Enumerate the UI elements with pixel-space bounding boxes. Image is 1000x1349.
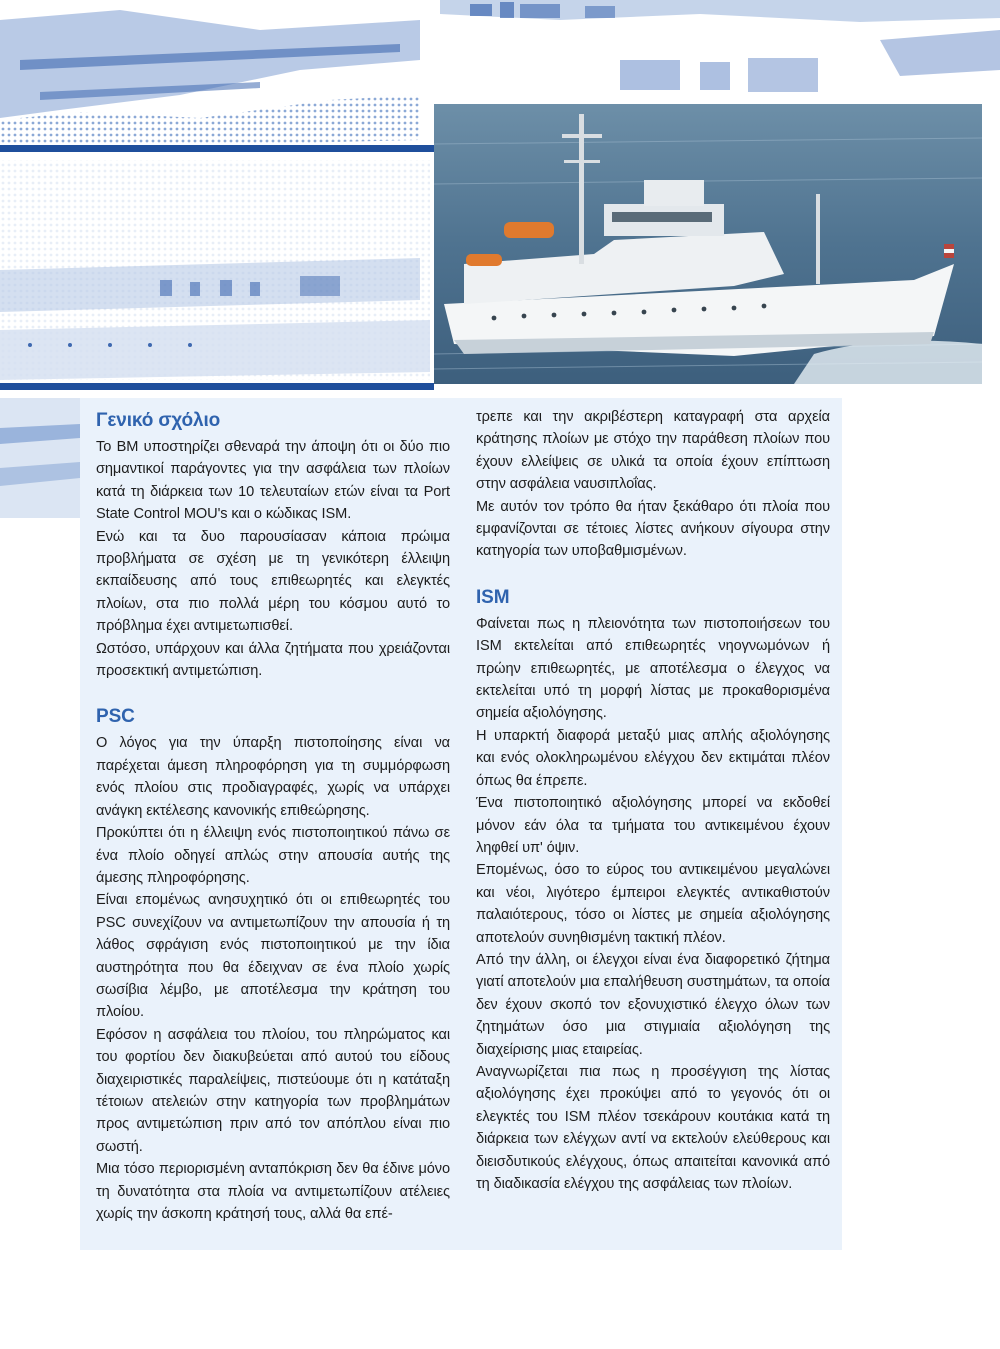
section-heading: Γενικό σχόλιο	[96, 410, 221, 431]
section-psc	[96, 704, 450, 1225]
section-heading: PSC	[96, 706, 135, 728]
paragraph: Ωστόσο, υπάρχουν και άλλα ζητήματα που χρειάζονται προσεκτική αντιμετώπιση.	[96, 640, 450, 680]
paragraph: Ο λόγος για την ύπαρξη πιστοποίησης είναι να παρέχεται άμεση πληροφόρηση για τη συμμόρφωση ενός πλοίου στις προδιαγραφές, χωρίς να υπάρχει ανάγκη εκτέλεσης κανονικής επιθεώρησης.	[96, 735, 450, 819]
paragraph: Ένα πιστοποιητικό αξιολόγησης μπορεί να εκδοθεί μόνον εάν όλα τα τμήματα του αντικειμένου έχουν ληφθεί υπ' όψιν.	[476, 795, 830, 856]
paragraph: Προκύπτει ότι η έλλειψη ενός πιστοποιητικού πάνω σε ένα πλοίο οδηγεί απλώς στην απουσία αυτής της άμεσης πληροφόρησης.	[96, 825, 450, 886]
section-general-comment	[96, 408, 450, 682]
section-ism	[476, 585, 830, 1196]
banner-rule-bottom	[0, 383, 434, 390]
paragraph: Αναγνωρίζεται πια πως η προσέγγιση της λίστας αξιολόγησης έχει προκύψει από το γεγονός ότι οι ελεγκτές του ISM πλέον τσεκάρουν κουτάκια κατά τη διάρκεια των ελέγχων αντί να εκτελούν ελεύθερους και διεισδυτικούς ελέγχους, όπως απαιτείται κανονικά από τη διαδικασία ελέγχου της ασφάλειας των πλοίων.	[476, 1063, 830, 1192]
paragraph: τρεπε και την ακριβέστερη καταγραφή στα αρχεία κράτησης πλοίων με στόχο την παράθεση πλοίων που έχουν ελλείψεις σε υλικά τα οποία έχουν επίπτωση στην ασφάλεια ναυσιπλοΐας.	[476, 409, 830, 493]
paragraph: Εφόσον η ασφάλεια του πλοίου, του πληρώματος και του φορτίου δεν διακυβεύεται από αυτού του είδους διαχειριστικές παραλείψεις, πιστεύουμε ότι η κατάταξη τέτοιων ατελειών στην κατηγορία των προβλημάτων προς αντιμετώπιση πριν από τον απόπλου είναι πιο σωστή.	[96, 1026, 450, 1155]
paragraph: Με αυτόν τον τρόπο θα ήταν ξεκάθαρο ότι πλοία που εμφανίζονται σε τέτοιες λίστες ανήκουν σίγουρα στην κατηγορία των υποβαθμισμένων.	[476, 498, 830, 560]
paragraph: Είναι επομένως ανησυχητικό ότι οι επιθεωρητές του PSC συνεχίζουν να αντιμετωπίζουν την απουσία ή τη λάθος σφράγιση ενός πιστοποιητικού με την ίδια αυστηρότητα που θα έδειχναν σε ένα πλοίο χωρίς σωσίβια λέμβο, με αποτέλεσμα την κράτηση του πλοίου.	[96, 892, 450, 1021]
paragraph: Η υπαρκτή διαφορά μεταξύ μιας απλής αξιολόγησης και ενός ολοκληρωμένου ελέγχου δεν εκτιμάται πλέον όπως θα έπρεπε.	[476, 727, 830, 789]
header-banner	[0, 0, 1000, 392]
ship-illustration	[434, 104, 982, 384]
continuation-text	[476, 406, 830, 563]
paragraph: Από την άλλη, οι έλεγχοι είναι ένα διαφορετικό ζήτημα γιατί αποτελούν μια επαλήθευση συστημάτων, τα οποία δεν έχουν σκοπό τον εξονυχιστικό έλεγχο όλων των ζητημάτων όσο μια στιγμιαία αξιολόγηση της διαχείρισης μιας εταιρείας.	[476, 951, 830, 1058]
section-heading: ISM	[476, 586, 510, 608]
paragraph: Το ΒΜ υποστηρίζει σθεναρά την άποψη ότι οι δύο πιο σημαντικοί παράγοντες για την ασφάλεια των πλοίων κατά τη διάρκεια των 10 τελευταίων ετών είναι τα Port State Control MOU's και ο κώδικας ISM.	[96, 439, 450, 523]
paragraph: Επομένως, όσο το εύρος του αντικειμένου μεγαλώνει και νέοι, λιγότερο έμπειροι ελεγκτές αντικαθιστούν παλαιότερους, τόσο οι λίστες με σημεία αξιολόγησης αποτελούν συνηθισμένη τακτική πλέον.	[476, 862, 830, 946]
ship-photo	[434, 104, 982, 384]
right-column	[476, 406, 830, 1195]
left-column	[96, 408, 450, 1225]
paragraph: Ενώ και τα δυο παρουσίασαν κάποια πρώιμα προβλήματα σε σχέση με τη γενικότερη έλλειψη εκπαίδευσης από τους επιθεωρητές και ελεγκτές πλοίων, στα πιο πολλά μέρη του κόσμου αυτό το πρόβλημα έχει αντιμετωπισθεί.	[96, 528, 450, 635]
paragraph: Φαίνεται πως η πλειονότητα των πιστοποιήσεων του ISM εκτελείται από επιθεωρητές νηογνωμόνων ή πρώην επιθεωρητές, με αποτέλεσμα ο έλεγχος να εκτελείται υπό τη μορφή λίστας με προκαθορισμένα σημεία αξιολόγησης.	[476, 615, 830, 722]
banner-rule-top	[0, 145, 434, 152]
side-pattern-graphic	[0, 398, 80, 518]
side-pattern-strip	[0, 398, 80, 518]
paragraph: Μια τόσο περιορισμένη ανταπόκριση δεν θα έδινε μόνο τη δυνατότητα στα πλοία να αντιμετωπίζουν ατέλειες χωρίς την άσκοπη κράτησή τους, αλλά θα επέ-	[96, 1161, 450, 1222]
